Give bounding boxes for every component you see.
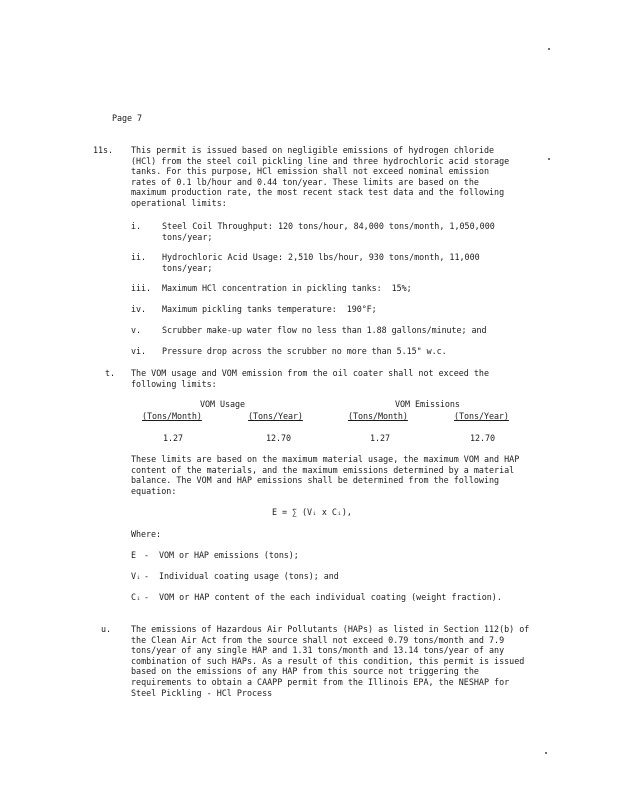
limit-number: v. bbox=[131, 325, 141, 335]
table-group-header: VOM Emissions bbox=[395, 399, 460, 409]
table-cell: 1.27 bbox=[163, 433, 183, 443]
page-number: Page 7 bbox=[112, 113, 142, 123]
limit-text: Maximum HCl concentration in pickling tanks: 15%; bbox=[162, 283, 412, 293]
definition-dash: - bbox=[144, 550, 149, 560]
definition-symbol: Vᵢ bbox=[131, 571, 141, 581]
definition-dash: - bbox=[144, 571, 149, 581]
table-column-header: (Tons/Month) bbox=[142, 411, 202, 421]
where-label: Where: bbox=[131, 529, 161, 539]
limit-number: iii. bbox=[131, 283, 151, 293]
table-group-header: VOM Usage bbox=[200, 399, 245, 409]
definition-symbol: Cᵢ bbox=[131, 592, 141, 602]
limit-text: Maximum pickling tanks temperature: 190°F; bbox=[162, 304, 377, 314]
scan-speck bbox=[545, 752, 547, 754]
item-intro: The VOM usage and VOM emission from the oil coater shall not exceed the following limits: bbox=[131, 368, 489, 389]
table-cell: 1.27 bbox=[370, 433, 390, 443]
limit-number: i. bbox=[131, 221, 141, 231]
scan-speck bbox=[548, 48, 550, 50]
definition-dash: - bbox=[144, 592, 149, 602]
definition-text: VOM or HAP emissions (tons); bbox=[159, 550, 299, 560]
table-column-header: (Tons/Year) bbox=[248, 411, 303, 421]
definition-text: VOM or HAP content of the each individual coating (weight fraction). bbox=[159, 592, 502, 602]
definition-text: Individual coating usage (tons); and bbox=[159, 571, 339, 581]
table-cell: 12.70 bbox=[470, 433, 495, 443]
limit-number: ii. bbox=[131, 252, 146, 262]
basis-paragraph: These limits are based on the maximum material usage, the maximum VOM and HAP content of the materials, and the maximum emissions determined by a material balance. The VOM and HAP emissions shall be determined from the following equation: bbox=[131, 454, 520, 496]
limit-text: Scrubber make-up water flow no less than 1.88 gallons/minute; and bbox=[162, 325, 487, 335]
definition-symbol: E bbox=[131, 550, 136, 560]
item-label: 11s. bbox=[93, 145, 113, 155]
limit-number: iv. bbox=[131, 304, 146, 314]
emission-equation: E = ∑ (Vᵢ x Cᵢ), bbox=[272, 507, 352, 517]
item-text: The emissions of Hazardous Air Pollutants (HAPs) as listed in Section 112(b) of the Clean Air Act from the source shall not exceed 0.79 tons/month and 7.9 tons/year of any single HAP and 1.31 tons/month and 13.14 tons/year of any combination of such HAPs. As a result of this condition, this permit is issued based on the emissions of any HAP from this source not triggering the requirements to obtain a CAAPP permit from the Illinois EPA, the NESHAP for Steel Pickling - HCl Process bbox=[131, 624, 530, 698]
table-column-header: (Tons/Month) bbox=[348, 411, 408, 421]
item-label: t. bbox=[105, 368, 115, 378]
limit-text: Pressure drop across the scrubber no more than 5.15" w.c. bbox=[162, 346, 447, 356]
scan-speck bbox=[548, 158, 550, 160]
limit-number: vi. bbox=[131, 346, 146, 356]
limit-text: Steel Coil Throughput: 120 tons/hour, 84,000 tons/month, 1,050,000 tons/year; bbox=[162, 221, 495, 242]
table-column-header: (Tons/Year) bbox=[454, 411, 509, 421]
item-intro: This permit is issued based on negligible emissions of hydrogen chloride (HCl) from the steel coil pickling line and three hydrochloric acid storage tanks. For this purpose, HCl emission shall not exceed nominal emission rates of 0.1 lb/hour and 0.44 ton/year. These limits are based on the maximum production rate, the most recent stack test data and the following operational limits: bbox=[131, 145, 510, 208]
table-cell: 12.70 bbox=[266, 433, 291, 443]
limit-text: Hydrochloric Acid Usage: 2,510 lbs/hour, 930 tons/month, 11,000 tons/year; bbox=[162, 252, 480, 273]
item-label: u. bbox=[101, 624, 111, 634]
